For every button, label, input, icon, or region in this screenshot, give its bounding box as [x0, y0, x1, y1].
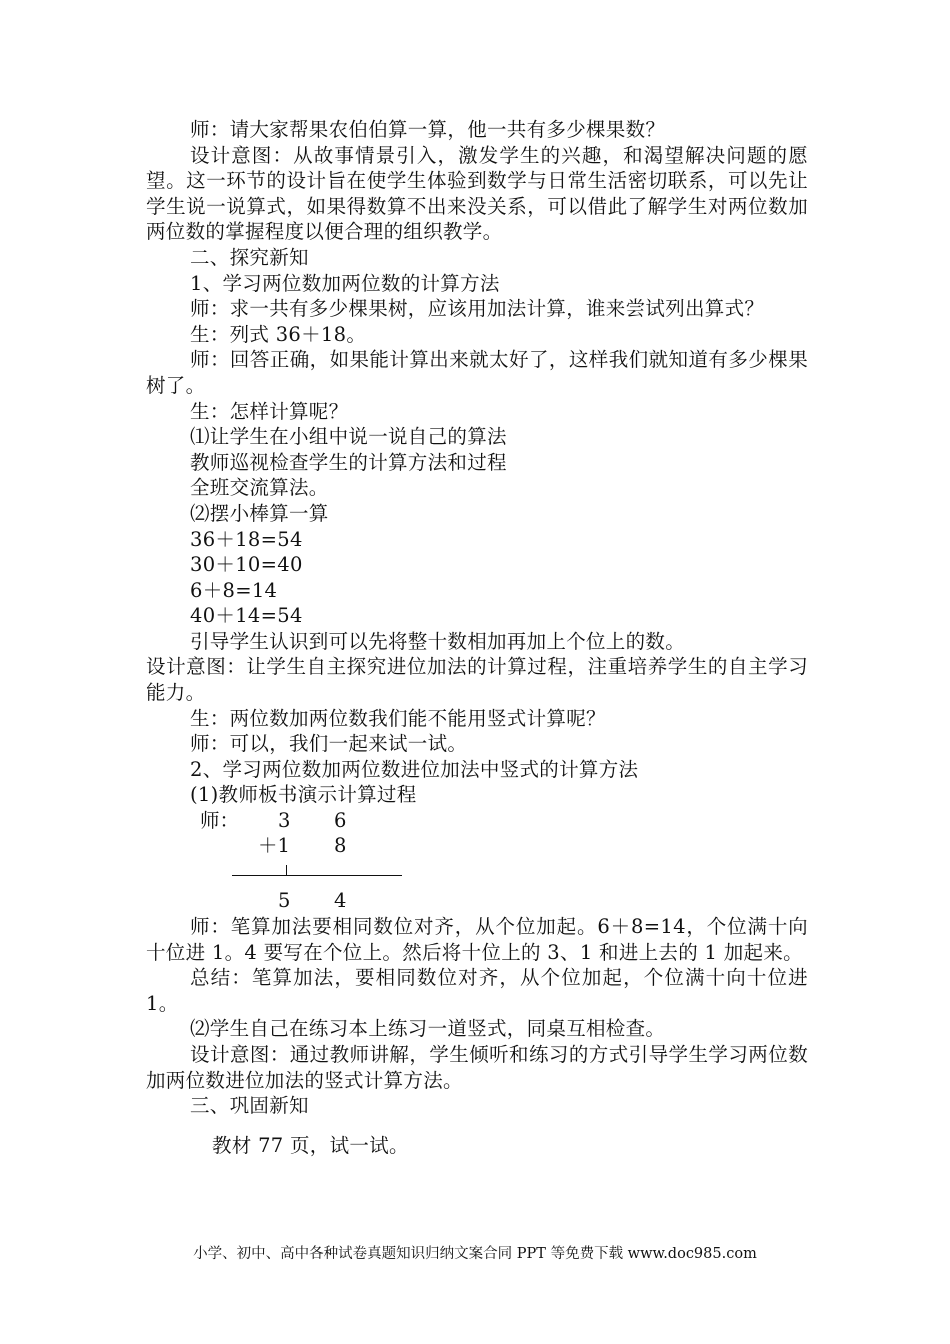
- vertical-speaker: 师：: [200, 809, 240, 833]
- sum-line: [232, 875, 402, 876]
- practice-step: ⑵学生自己在练习本上练习一道竖式，同桌互相检查。: [190, 1017, 666, 1041]
- step-1-board: (1)教师板书演示计算过程: [190, 783, 417, 807]
- equation-line: 36＋18=54: [190, 527, 303, 551]
- design-intent-paragraph: 设计意图：让学生自主探究进位加法的计算过程，注重培养学生的自主学习能力。: [146, 655, 808, 705]
- design-intent-paragraph: 设计意图：从故事情景引入，激发学生的兴趣，和渴望解决问题的愿望。这一环节的设计旨在使学生体验到数学与日常生活密切联系，可以先让学生说一说算式，如果得数算不出来没关系，可以借此了解学生对两位数加两位数的掌握程度以便合理的组织教学。: [146, 143, 808, 244]
- subsection-heading-2: 2、学习两位数加两位数进位加法中竖式的计算方法: [190, 757, 639, 781]
- teacher-response: 师：回答正确，如果能计算出来就太好了，这样我们就知道有多少棵果树了。: [146, 348, 808, 397]
- equation-line: 30＋10=40: [190, 553, 303, 577]
- vertical-bottom-ones: 8: [334, 834, 347, 858]
- teacher-patrol: 教师巡视检查学生的计算方法和过程: [190, 450, 507, 474]
- vertical-top-tens: 3: [278, 809, 291, 833]
- student-question: 生：怎样计算呢？: [190, 399, 349, 423]
- teacher-prompt: 师：求一共有多少棵果树，应该用加法计算，谁来尝试列出算式？: [190, 297, 765, 321]
- summary-paragraph: 总结：笔算加法，要相同数位对齐，从个位加起，个位满十向十位进 1。: [146, 966, 808, 1015]
- equation-line: 40＋14=54: [190, 604, 303, 628]
- vertical-addition: [146, 808, 808, 914]
- vertical-top-ones: 6: [334, 809, 347, 833]
- teacher-question: 师：请大家帮果农伯伯算一算，他一共有多少棵果数？: [190, 118, 666, 141]
- design-intent-paragraph: 设计意图：通过教师讲解，学生倾听和练习的方式引导学生学习两位数加两位数进位加法的竖式计算方法。: [146, 1043, 808, 1092]
- step-1: ⑴让学生在小组中说一说自己的算法: [190, 425, 507, 449]
- equation-line: 6＋8=14: [190, 578, 278, 602]
- class-exchange: 全班交流算法。: [190, 476, 329, 500]
- carry-mark: [286, 865, 287, 875]
- vertical-bottom-tens: ＋1: [258, 834, 290, 858]
- teacher-response: 师：可以，我们一起来试一试。: [190, 732, 468, 756]
- student-answer: 生：列式 36＋18。: [190, 322, 367, 346]
- guidance-paragraph: 引导学生认识到可以先将整十数相加再加上个位上的数。: [190, 629, 686, 653]
- step-2: ⑵摆小棒算一算: [190, 501, 329, 525]
- document-body: [146, 117, 808, 1158]
- textbook-exercise: 教材 77 页，试一试。: [212, 1133, 409, 1157]
- section-heading-explore: 二、探究新知: [190, 245, 309, 269]
- page-footer: 小学、初中、高中各种试卷真题知识归纳文案合同 PPT 等免费下载 www.doc985.com: [193, 1246, 757, 1262]
- section-heading-consolidate: 三、巩固新知: [190, 1094, 309, 1118]
- student-question: 生：两位数加两位数我们能不能用竖式计算呢？: [190, 706, 606, 730]
- vertical-result-tens: 5: [278, 889, 291, 913]
- vertical-result-ones: 4: [334, 889, 347, 913]
- subsection-heading-1: 1、学习两位数加两位数的计算方法: [190, 271, 500, 295]
- teacher-explanation: 师：笔算加法要相同数位对齐，从个位加起。6＋8=14，个位满十向十位进 1。4 要写在个位上。然后将十位上的 3、1 和进上去的 1 加起来。: [146, 915, 808, 964]
